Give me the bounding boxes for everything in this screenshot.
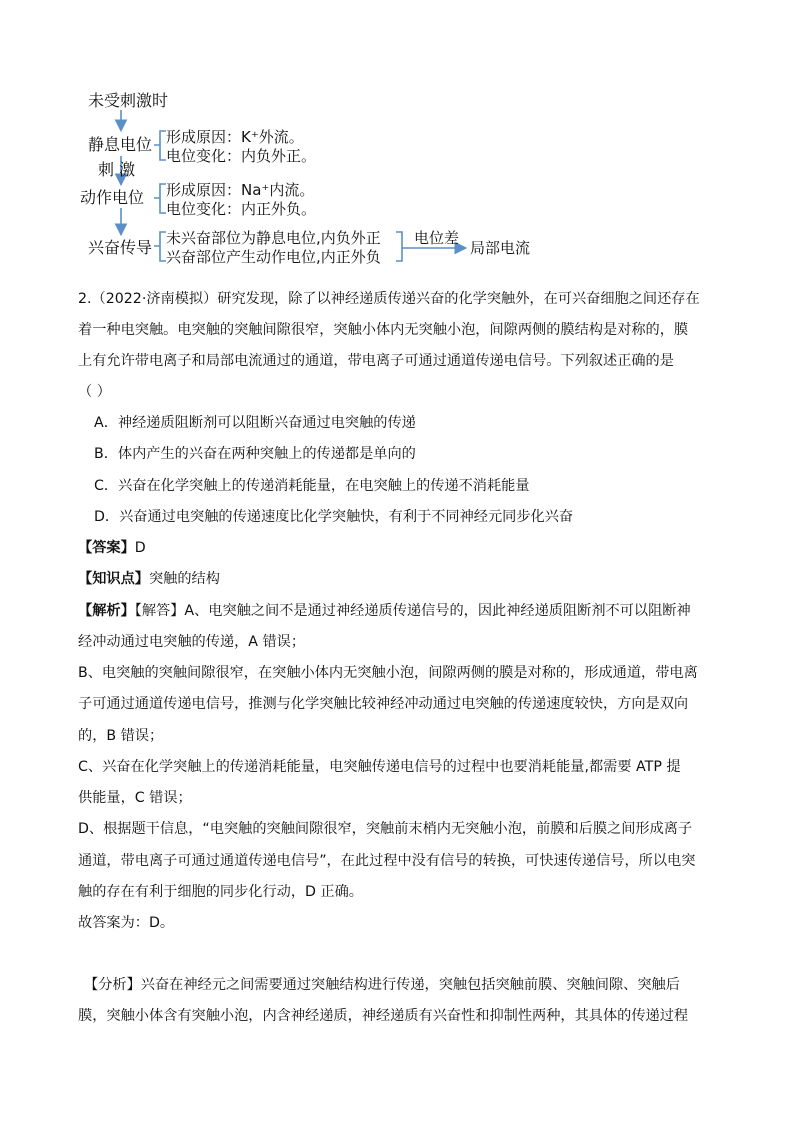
option-c: C．兴奋在化学突触上的传递消耗能量，在电突触上的传递不消耗能量 — [94, 478, 530, 494]
potential-diff-label: 电位差 — [414, 229, 460, 247]
answer-line — [78, 538, 146, 558]
analysis-tag: 【解析】 — [78, 603, 135, 619]
analysis-line-9: 通道，带电离子可通过通道传递电信号”，在此过程中没有信号的转换，可快速传递信号，所以电突 — [78, 853, 696, 869]
analysis-line-7: 供能量，C 错误； — [78, 790, 192, 806]
analysis-text: 【解答】A、电突触之间不是通过神经递质传递信号的，因此神经递质阻断剂不可以阻断神 — [134, 603, 691, 619]
resting-cause-text: 形成原因：K⁺外流。 — [166, 128, 304, 146]
analysis-line-10: 触的存在有利于细胞的同步化行动，D 正确。 — [78, 884, 363, 900]
action-cause-text: 形成原因：Na⁺内流。 — [166, 181, 315, 199]
membrane-potential-diagram — [78, 88, 548, 268]
action-potential-label: 动作电位 — [80, 188, 145, 207]
knowledge-line — [78, 569, 220, 589]
analysis-line-4: 子可通过通道传递电信号，推测与化学突触比较神经冲动通过电突触的传递速度较快，方向是双向 — [78, 696, 689, 712]
knowledge-value: 突触的结构 — [148, 571, 220, 587]
resting-change-text: 电位变化：内负外正。 — [166, 147, 317, 165]
unexcited-text: 未兴奋部位为静息电位,内负外正 — [166, 229, 381, 247]
analysis-line-1 — [78, 601, 691, 621]
bracket-resting — [154, 131, 166, 160]
question-line-1: 2.（2022·济南模拟）研究发现，除了以神经递质传递兴奋的化学突触外，在可兴奋细胞之间还存在 — [78, 291, 700, 307]
analysis-line-3: B、电突触的突触间隙很窄，在突触小体内无突触小泡，间隙两侧的膜是对称的，形成通道，带电离 — [78, 665, 698, 681]
analysis-line-8: D、根据题干信息，“电突触的突触间隙很窄，突触前末梢内无突触小泡，前膜和后膜之间形成离子 — [78, 821, 693, 837]
analysis-line-11: 故答案为：D。 — [78, 915, 175, 931]
analysis-line-5: 的，B 错误； — [78, 728, 164, 744]
not-stimulated-label: 未受刺激时 — [88, 91, 169, 110]
fenxi-line-2: 膜，突触小体含有突触小泡，内含神经递质，神经递质有兴奋性和抑制性两种，其具体的传递过程 — [78, 1008, 689, 1024]
answer-value: D — [134, 540, 146, 556]
knowledge-tag: 【知识点】 — [78, 571, 149, 587]
analysis-line-6: C、兴奋在化学突触上的传递消耗能量，电突触传递电信号的过程中也要消耗能量,都需要 ATP 提 — [78, 759, 681, 775]
question-line-3: 上有允许带电离子和局部电流通过的通道，带电离子可通过通道传递电信号。下列叙述正确的是 — [78, 353, 674, 369]
analysis-line-2: 经冲动通过电突触的传递，A 错误； — [78, 634, 306, 650]
option-a: A．神经递质阻断剂可以阻断兴奋通过电突触的传递 — [94, 415, 416, 431]
question-line-4: （ ） — [78, 384, 111, 400]
local-current-label: 局部电流 — [470, 239, 531, 257]
option-d: D．兴奋通过电突触的传递速度比化学突触快，有利于不同神经元同步化兴奋 — [94, 509, 574, 525]
answer-tag: 【答案】 — [78, 540, 135, 556]
question-line-2: 着一种电突触。电突触的突触间隙很窄，突触小体内无突触小泡，间隙两侧的膜结构是对称的，膜 — [78, 322, 689, 338]
resting-potential-label: 静息电位 — [88, 135, 153, 154]
option-b: B．体内产生的兴奋在两种突触上的传递都是单向的 — [94, 446, 416, 462]
bracket-conduction — [154, 232, 166, 261]
fenxi-line-1: 【分析】兴奋在神经元之间需要通过突触结构进行传递，突触包括突触前膜、突触间隙、突触后 — [84, 977, 680, 993]
stimulus-label: 刺 激 — [98, 160, 136, 179]
bracket-action — [154, 184, 166, 213]
bracket-right — [396, 232, 402, 261]
action-change-text: 电位变化：内正外负。 — [166, 200, 317, 218]
conduction-label: 兴奋传导 — [88, 238, 153, 257]
excited-text: 兴奋部位产生动作电位,内正外负 — [166, 248, 381, 266]
